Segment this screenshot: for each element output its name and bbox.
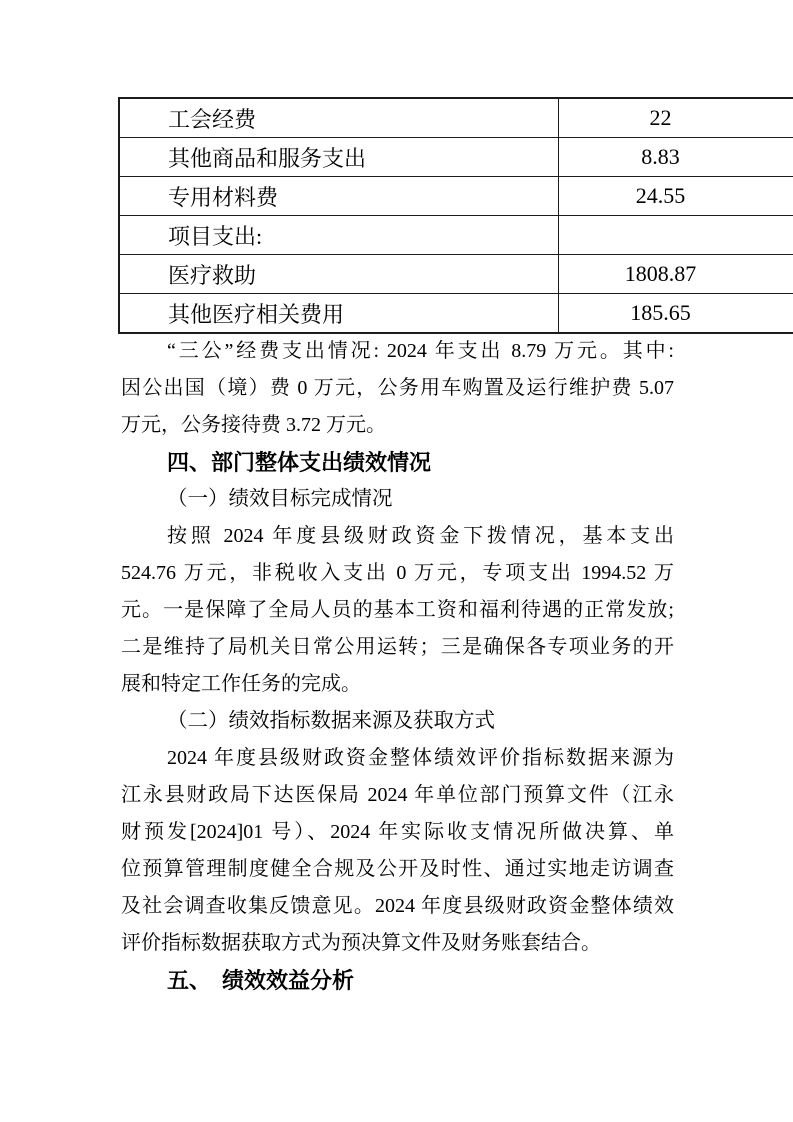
document-line: 二是维持了局机关日常公用运转；三是确保各专项业务的开 [121,636,674,658]
expense-item-label: 其他商品和服务支出 [119,138,559,177]
document-line: 万元，公务接待费 3.72 万元。 [121,414,386,436]
expense-table-body [119,98,793,333]
table-row [119,98,793,138]
document-line: 江永县财政局下达医保局 2024 年单位部门预算文件（江永 [121,784,674,806]
table-row [119,216,793,255]
document-line: 及社会调查收集反馈意见。2024 年度县级财政资金整体绩效 [121,895,674,917]
document-line: 2024 年度县级财政资金整体绩效评价指标数据来源为 [167,747,674,769]
table-row [119,294,793,334]
expense-item-value: 8.83 [559,138,793,177]
expense-item-value [559,216,793,255]
table-row [119,177,793,216]
document-line: 按照 2024 年度县级财政资金下拨情况，基本支出 [167,525,674,547]
expense-item-label: 医疗救助 [119,255,559,294]
document-line: 524.76 万元，非税收入支出 0 万元，专项支出 1994.52 万 [121,562,674,584]
expense-item-value: 22 [559,98,793,138]
document-line: 因公出国（境）费 0 万元，公务用车购置及运行维护费 5.07 [121,377,674,399]
table-row [119,138,793,177]
document-line: 展和特定工作任务的完成。 [121,673,361,695]
expense-item-value: 1808.87 [559,255,793,294]
section-heading: 五、 绩效效益分析 [167,968,355,993]
document-line: 评价指标数据获取方式为预决算文件及财务账套结合。 [121,932,601,954]
expense-item-label: 项目支出: [119,216,559,255]
document-line: 位预算管理制度健全合规及公开及时性、通过实地走访调查 [121,858,674,880]
document-line: “三公”经费支出情况: 2024 年支出 8.79 万元。其中: [167,340,674,362]
section-heading: 四、部门整体支出绩效情况 [167,450,432,475]
document-line: 元。一是保障了全局人员的基本工资和福利待遇的正常发放; [121,599,674,621]
expense-item-value: 24.55 [559,177,793,216]
expense-table-wrap [118,97,793,334]
subsection-heading: （一）绩效目标完成情况 [167,488,393,510]
document-body [121,333,674,999]
subsection-heading: （二）绩效指标数据来源及获取方式 [167,710,495,732]
expense-table [118,97,793,334]
table-row [119,255,793,294]
expense-item-value: 185.65 [559,294,793,334]
expense-item-label: 其他医疗相关费用 [119,294,559,334]
expense-item-label: 专用材料费 [119,177,559,216]
document-line: 财预发[2024]01 号）、2024 年实际收支情况所做决算、单 [121,821,674,843]
expense-item-label: 工会经费 [119,98,559,138]
